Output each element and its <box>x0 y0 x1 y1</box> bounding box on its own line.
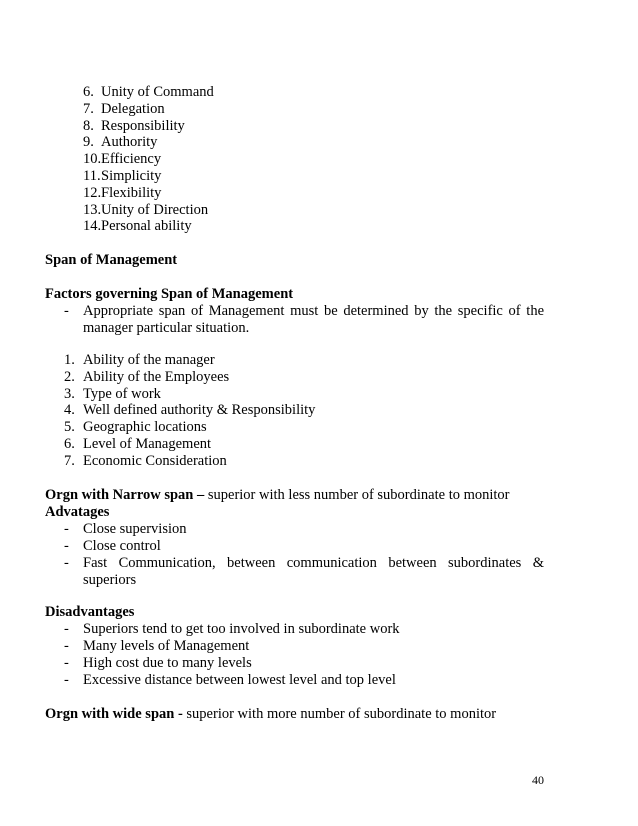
heading-factors: Factors governing Span of Management <box>45 286 294 302</box>
list-item-number: 8. <box>83 117 94 134</box>
list-item-text: Close control <box>83 538 161 554</box>
list-item-text: Ability of the Employees <box>83 368 230 385</box>
list-item-number: 7. <box>64 452 75 469</box>
list-item-number: 11. <box>83 168 101 184</box>
list-item-text: Many levels of Management <box>83 638 250 654</box>
dash-marker: - <box>64 672 69 688</box>
list-item-text: Flexibility <box>101 184 162 201</box>
list-item-text: Economic Consideration <box>83 452 227 469</box>
list-item-text: Type of work <box>83 385 161 402</box>
dash-marker: - <box>64 303 69 319</box>
list-item-text: Close supervision <box>83 521 187 537</box>
list-item-number: 10. <box>83 151 102 168</box>
list-item-text: Delegation <box>101 100 165 117</box>
list-item-number: 3. <box>64 385 75 402</box>
heading-span-of-management: Span of Management <box>45 252 178 268</box>
list-item-text: Superiors tend to get too involved in subordinate work <box>83 621 400 637</box>
factors-note-line2: manager particular situation. <box>83 320 250 336</box>
list-item-number: 13. <box>83 201 102 218</box>
list-item-text: Responsibility <box>101 117 185 134</box>
dash-marker: - <box>64 521 69 537</box>
list-item-text: Efficiency <box>101 151 162 168</box>
wide-span-description: superior with more number of subordinate to monitor <box>182 706 497 722</box>
list-item-text: High cost due to many levels <box>83 655 252 671</box>
list-item-text: Level of Management <box>83 436 212 452</box>
dash-marker: - <box>64 638 69 654</box>
advantage-3-line2: superiors <box>83 572 137 588</box>
list-item-number: 12. <box>83 184 102 201</box>
factors-note-line1: Appropriate span of Management must be determined by the specific of the <box>83 303 544 319</box>
list-item-number: 1. <box>64 352 75 368</box>
wide-span-line <box>45 706 496 723</box>
narrow-span-line <box>45 487 510 504</box>
list-item-number: 7. <box>83 100 94 117</box>
list-item-text: Excessive distance between lowest level and top level <box>83 672 396 688</box>
advantages-heading: Advatages <box>45 504 110 520</box>
narrow-span-description: superior with less number of subordinate to monitor <box>204 487 510 503</box>
list-item-number: 6. <box>64 436 75 452</box>
narrow-span-heading: Orgn with Narrow span – <box>45 487 205 503</box>
advantage-3-line1: Fast Communication, between communication between subordinates & <box>83 555 544 571</box>
list-item-text: Personal ability <box>101 218 192 235</box>
list-item-text: Geographic locations <box>83 419 207 436</box>
wide-span-heading: Orgn with wide span - <box>45 706 183 722</box>
list-item-number: 2. <box>64 368 75 385</box>
list-item-number: 9. <box>83 134 94 151</box>
list-item-number: 5. <box>64 419 75 436</box>
dash-marker: - <box>64 621 69 637</box>
list-item-text: Simplicity <box>101 168 162 184</box>
list-item-text: Well defined authority & Responsibility <box>83 402 316 419</box>
dash-marker: - <box>64 655 69 671</box>
page-number: 40 <box>532 773 544 787</box>
list-item-text: Unity of Direction <box>101 201 209 218</box>
disadvantages-heading: Disadvantages <box>45 604 135 620</box>
list-item-number: 6. <box>83 84 94 100</box>
dash-marker: - <box>64 555 69 571</box>
list-item-number: 14. <box>83 218 102 235</box>
list-item-text: Ability of the manager <box>83 352 215 368</box>
dash-marker: - <box>64 538 69 554</box>
list-item-text: Unity of Command <box>101 84 214 100</box>
list-item-text: Authority <box>101 134 158 151</box>
list-item-number: 4. <box>64 402 75 419</box>
